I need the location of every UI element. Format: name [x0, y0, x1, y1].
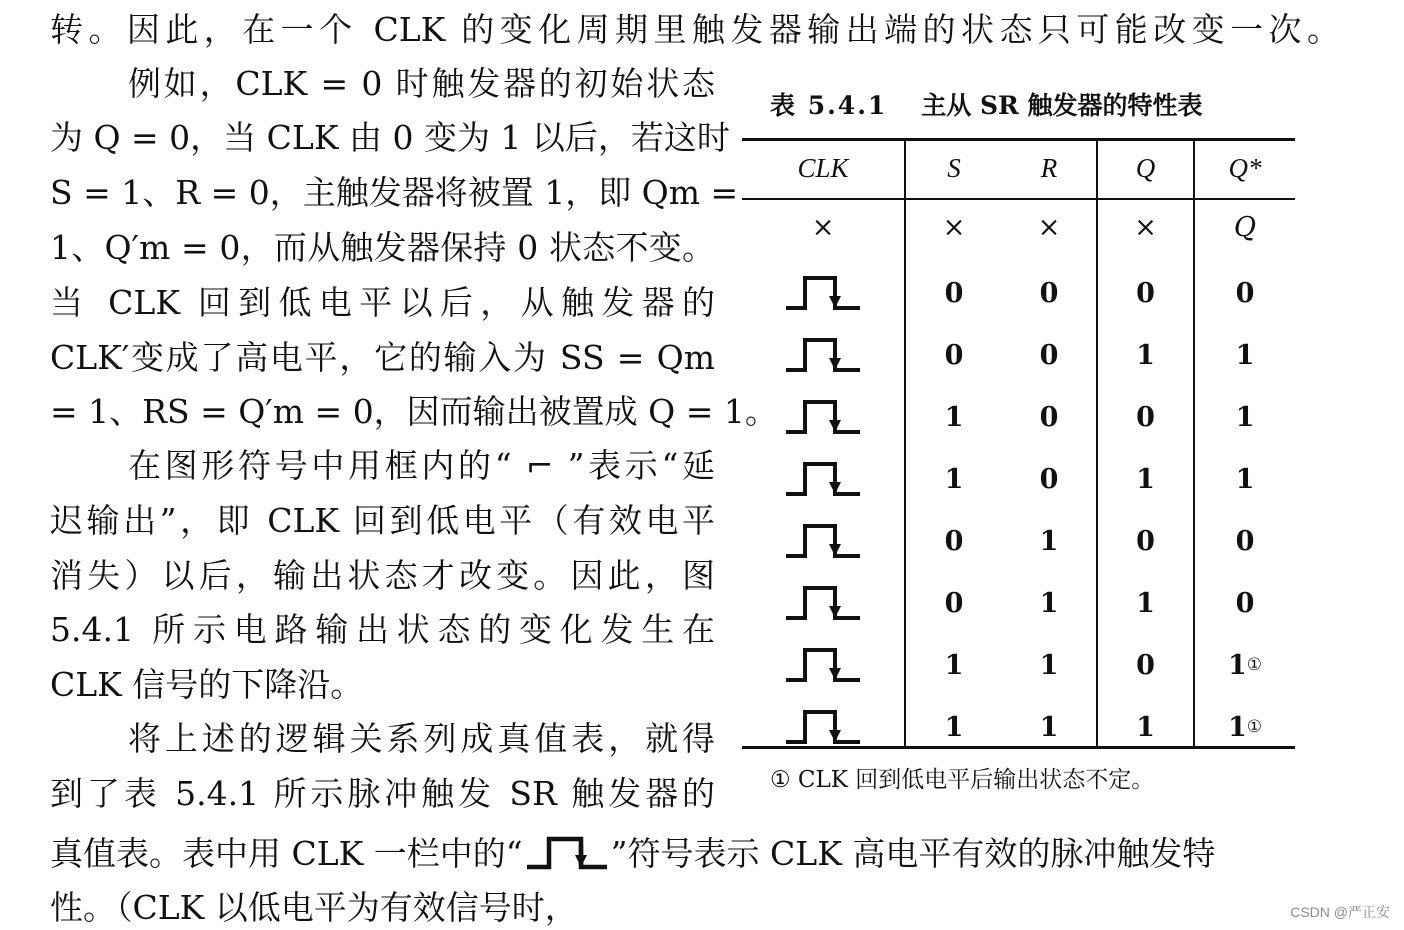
- cell-s: [906, 324, 1002, 386]
- cell-r-value: 0: [1039, 277, 1059, 309]
- cell-r: [1002, 510, 1096, 572]
- cell-q-next-value: 1: [1227, 649, 1247, 681]
- cell-r: [1002, 696, 1096, 758]
- text-line-15-end: ”符号表示 CLK 高电平有效的脉冲触发特: [610, 834, 1216, 873]
- text-line-7: = 1、RS = Q′m = 0，因而输出被置成 Q = 1。: [50, 392, 778, 431]
- cell-q-next-value: 1: [1235, 401, 1255, 433]
- clk-pulse-icon: [783, 274, 863, 312]
- cell-s-value: 0: [944, 587, 964, 619]
- cell-s: [906, 386, 1002, 448]
- cell-s: [906, 448, 1002, 510]
- cell-s: [906, 634, 1002, 696]
- cell-r: [1002, 448, 1096, 510]
- cell-q-value: 0: [1136, 401, 1155, 433]
- text-line-13: 将上述的逻辑关系列成真值表，就得: [128, 719, 715, 758]
- footnote-marker: ①: [1246, 655, 1263, 675]
- text-line-2: 为 Q = 0，当 CLK 由 0 变为 1 以后，若这时: [50, 118, 730, 157]
- text-line-12: CLK 信号的下降沿。: [50, 665, 364, 704]
- cell-q-value: 1: [1136, 587, 1155, 619]
- cell-clk: [742, 696, 904, 758]
- cell-clk: [742, 572, 904, 634]
- cell-clk: [742, 324, 904, 386]
- cell-s-value: 1: [944, 463, 964, 495]
- table-caption-title: 主从 SR 触发器的特性表: [921, 91, 1203, 120]
- clk-pulse-icon: [783, 584, 863, 622]
- cell-q-next: [1195, 696, 1295, 758]
- cell-s-value: 1: [944, 711, 964, 743]
- cell-s: [906, 262, 1002, 324]
- cell-r: [1002, 572, 1096, 634]
- cell-s: [906, 510, 1002, 572]
- text-line-10: 消失）以后，输出状态才改变。因此，图: [50, 556, 715, 595]
- cell-s-value: 0: [944, 525, 964, 557]
- cell-q: [1098, 696, 1193, 758]
- cell-q-value: 1: [1136, 463, 1155, 495]
- cell-q-next-value: 1: [1227, 711, 1247, 743]
- clk-pulse-icon: [783, 398, 863, 436]
- cell-q-next: [1195, 634, 1295, 696]
- cell-q-next-value: 1: [1235, 339, 1255, 371]
- table-caption-number: 表 5.4.1: [770, 91, 888, 120]
- header-q-next: Q*: [1228, 152, 1262, 183]
- footnote-marker: ①: [1246, 717, 1263, 737]
- text-line-15-start: 真值表。表中用 CLK 一栏中的“: [50, 834, 523, 873]
- cell-q-value: ×: [1134, 211, 1157, 243]
- cell-q-next-value: Q: [1233, 211, 1257, 243]
- cell-s-value: 1: [944, 401, 964, 433]
- cell-q: [1098, 634, 1193, 696]
- header-r: R: [1040, 152, 1058, 183]
- text-line-11: 5.4.1 所示电路输出状态的变化发生在: [50, 610, 715, 649]
- cell-s: [906, 696, 1002, 758]
- cell-q: [1098, 572, 1193, 634]
- cell-r-value: 1: [1039, 649, 1059, 681]
- clk-pulse-icon: [783, 460, 863, 498]
- cell-clk: [742, 386, 904, 448]
- cell-r-value: 1: [1039, 525, 1059, 557]
- text-line-16: 性。（CLK 以低电平为有效信号时，: [50, 888, 578, 927]
- text-line-0: 转。因此，在一个 CLK 的变化周期里触发器输出端的状态只可能改变一次。: [50, 10, 1340, 49]
- cell-q: [1098, 262, 1193, 324]
- text-line-15: [50, 834, 1340, 874]
- cell-r: [1002, 386, 1096, 448]
- text-line-1: 例如，CLK = 0 时触发器的初始状态: [128, 64, 715, 103]
- cell-q-next: [1195, 510, 1295, 572]
- cell-r: [1002, 634, 1096, 696]
- cell-q: [1098, 324, 1193, 386]
- cell-q-next-value: 0: [1235, 587, 1255, 619]
- cell-s: [906, 572, 1002, 634]
- text-line-8: 在图形符号中用框内的“ ⌐ ”表示“延: [128, 446, 715, 485]
- cell-r-value: ×: [1037, 211, 1061, 243]
- cell-r-value: 0: [1039, 463, 1059, 495]
- cell-q-value: 0: [1136, 649, 1155, 681]
- watermark: CSDN @严正安: [1290, 904, 1390, 920]
- clk-pulse-icon: [523, 835, 611, 871]
- table-footnote: ① CLK 回到低电平后输出状态不定。: [770, 767, 1155, 793]
- cell-q-next: [1195, 386, 1295, 448]
- header-s: S: [947, 152, 961, 183]
- cell-q-next: [1195, 448, 1295, 510]
- cell-q-next-value: 0: [1235, 525, 1255, 557]
- cell-q: [1098, 448, 1193, 510]
- header-clk: CLK: [797, 152, 849, 183]
- table-caption: [770, 86, 1290, 126]
- cell-s-value: 1: [944, 649, 964, 681]
- cell-s-value: ×: [942, 211, 966, 243]
- clk-pulse-icon: [783, 646, 863, 684]
- cell-q-next-value: 1: [1235, 463, 1255, 495]
- cell-q-next: [1195, 572, 1295, 634]
- text-line-5: 当 CLK 回到低电平以后，从触发器的: [50, 283, 715, 322]
- cell-q-next-value: 0: [1235, 277, 1255, 309]
- cell-s-value: 0: [944, 339, 964, 371]
- text-line-9: 迟输出”，即 CLK 回到低电平（有效电平: [50, 501, 715, 540]
- cell-clk: [742, 262, 904, 324]
- cell-clk: [742, 196, 904, 258]
- cell-q-next: [1195, 262, 1295, 324]
- cell-q-value: 0: [1136, 525, 1155, 557]
- cell-clk: [742, 510, 904, 572]
- cell-r-value: 1: [1039, 711, 1059, 743]
- cell-q: [1098, 386, 1193, 448]
- cell-q-value: 1: [1136, 339, 1155, 371]
- cell-q-next: [1195, 196, 1295, 258]
- clk-pulse-icon: [783, 708, 863, 746]
- text-line-14: 到了表 5.4.1 所示脉冲触发 SR 触发器的: [50, 774, 715, 813]
- cell-r-value: 1: [1039, 587, 1059, 619]
- text-line-4: 1、Q′m = 0，而从触发器保持 0 状态不变。: [50, 228, 715, 267]
- cell-q-value: 1: [1136, 711, 1155, 743]
- cell-q-value: 0: [1136, 277, 1155, 309]
- cell-r: [1002, 196, 1096, 258]
- clk-pulse-icon: [783, 336, 863, 374]
- cell-clk: [742, 634, 904, 696]
- cell-clk: [742, 448, 904, 510]
- text-line-6: CLK′变成了高电平，它的输入为 SS = Qm: [50, 338, 715, 377]
- text-line-3: S = 1、R = 0，主触发器将被置 1，即 Qm =: [50, 173, 739, 212]
- cell-s-value: 0: [944, 277, 964, 309]
- clk-pulse-icon: [783, 522, 863, 560]
- cell-clk-value: ×: [811, 211, 835, 243]
- truth-table: [742, 138, 1295, 750]
- cell-q: [1098, 510, 1193, 572]
- cell-r-value: 0: [1039, 339, 1059, 371]
- cell-r-value: 0: [1039, 401, 1059, 433]
- cell-s: [906, 196, 1002, 258]
- cell-q-next: [1195, 324, 1295, 386]
- header-q: Q: [1135, 152, 1156, 183]
- cell-q: [1098, 196, 1193, 258]
- cell-r: [1002, 262, 1096, 324]
- cell-r: [1002, 324, 1096, 386]
